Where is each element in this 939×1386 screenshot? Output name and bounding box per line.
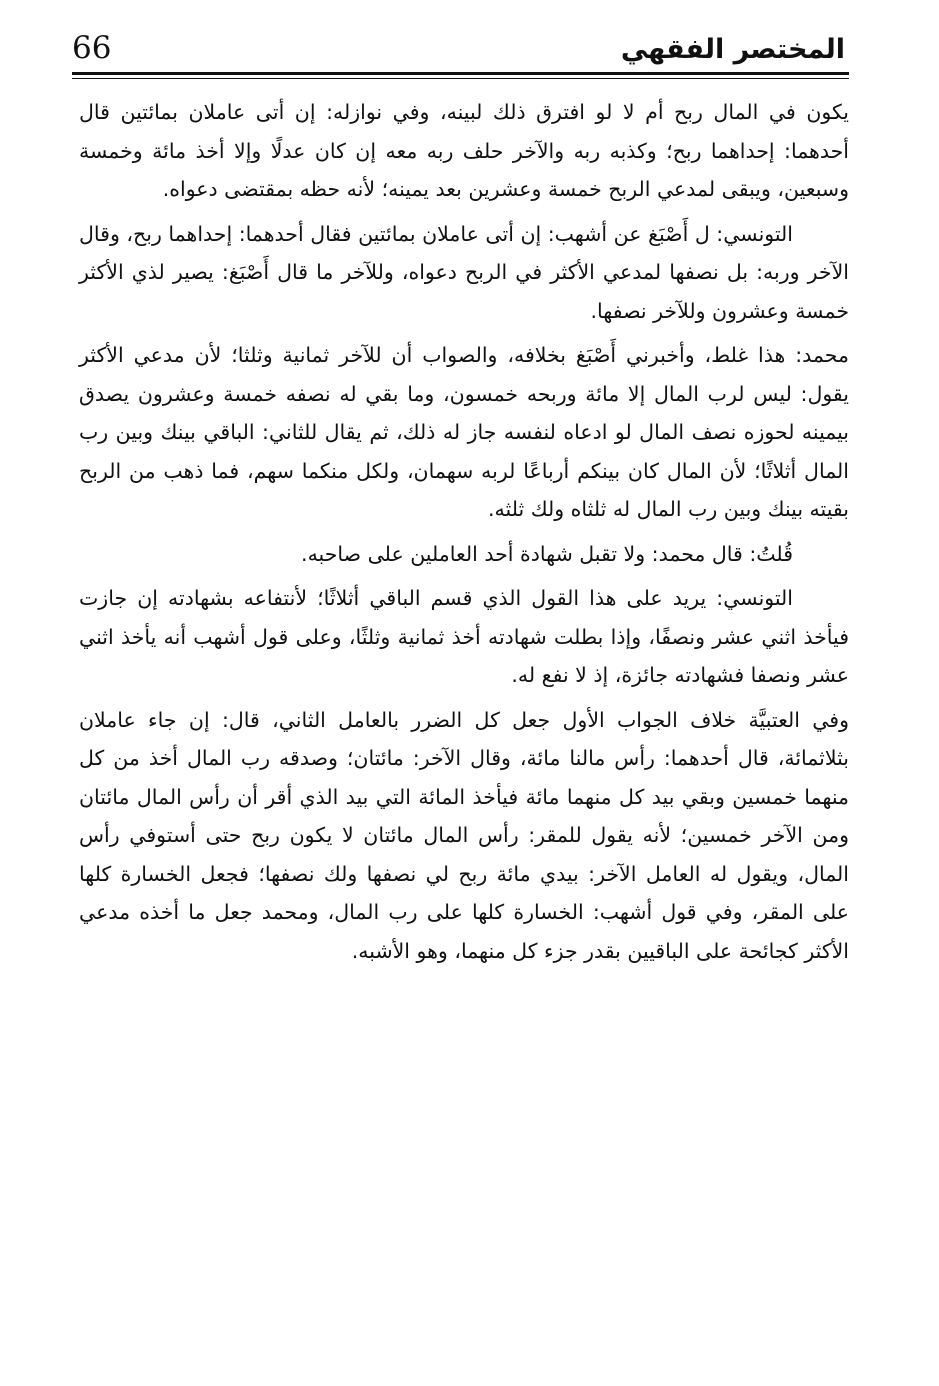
paragraph: التونسي: يريد على هذا القول الذي قسم الباقي أثلاثًا؛ لأنتفاعه بشهادته إن جازت فيأخذ اثني عشر ونصفًا، وإذا بطلت شهادته أخذ ثمانية وثلثًا، وعلى قول أشهب أنه يأخذ اثني عشر ونصفا فشهادته جائزة، إذ لا نفع له. <box>79 586 849 687</box>
paragraph: التونسي: ل أَصْبَغ عن أشهب: إن أتى عاملان بمائتين فقال أحدهما: إحداهما ربح، وقال الآخر وربه: بل نصفها لمدعي الأكثر في الربح دعواه، وللآخر ما قال أَصْبَغ: يصير لذي الأكثر خمسة وعشرون وللآخر نصفها. <box>79 221 849 323</box>
page-number: 66 <box>72 30 112 66</box>
paragraph: يكون في المال ربح أم لا لو افترق ذلك لبينه، وفي نوازله: إن أتى عاملان بمائتين قال أحدهما: إحداهما ربح؛ وكذبه ربه والآخر حلف ربه معه إن كان عدلًا وإلا أخذ مائة وخمسة وسبعين، ويبقى لمدعي الربح خمسة وعشرين بعد يمينه؛ لأنه حظه بمقتضى دعواه. <box>79 100 849 201</box>
header-rule-thick <box>72 72 849 75</box>
paragraph: محمد: هذا غلط، وأخبرني أَصْبَغ بخلافه، والصواب أن للآخر ثمانية وثلثا؛ لأن مدعي الأكثر يقول: ليس لرب المال إلا مائة وربحه خمسون، وما بقي له نصفه خمسة وعشرون يصدق بيمينه لحوزه نصف المال لو ادعاه لنفسه جاز له ذلك، ثم يقال للثاني: الباقي بينك وبين رب المال أثلاثًا؛ لأن المال كان بينكم أرباعًا لربه سهمان، ولكل منكما سهم، فما ذهب من الربح بقيته بينك وبين رب المال له ثلثاه ولك ثلثه. <box>79 343 849 521</box>
paragraph: وفي العتبيَّة خلاف الجواب الأول جعل كل الضرر بالعامل الثاني، قال: إن جاء عاملان بثلاثمائة، قال أحدهما: رأس مالنا مائة، وقال الآخر: مائتان؛ وصدقه رب المال أخذ من كل منهما خمسين وبقي بيد كل منهما مائة فيأخذ المائة التي بيد الذي أقر أن رأس المال مائتان ومن الآخر خمسين؛ لأنه يقول للمقر: رأس المال مائتان لا يكون ربح حتى أستوفي رأس المال، ويقول له العامل الآخر: بيدي مائة ربح لي نصفها ولك نصفها؛ فجعل الخسارة كلها على المقر، وفي قول أشهب: الخسارة كلها على رب المال، ومحمد جعل ما أخذه مدعي الأكثر كجائحة على الباقيين بقدر جزء كل منهما، وهو الأشبه. <box>79 707 849 963</box>
header-rule-thin <box>72 78 849 79</box>
body-text <box>79 93 849 976</box>
page-header <box>72 28 849 70</box>
paragraph: قُلتُ: قال محمد: ولا تقبل شهادة أحد العاملين على صاحبه. <box>301 541 793 566</box>
book-title: المختصر الفقهي <box>620 34 845 65</box>
